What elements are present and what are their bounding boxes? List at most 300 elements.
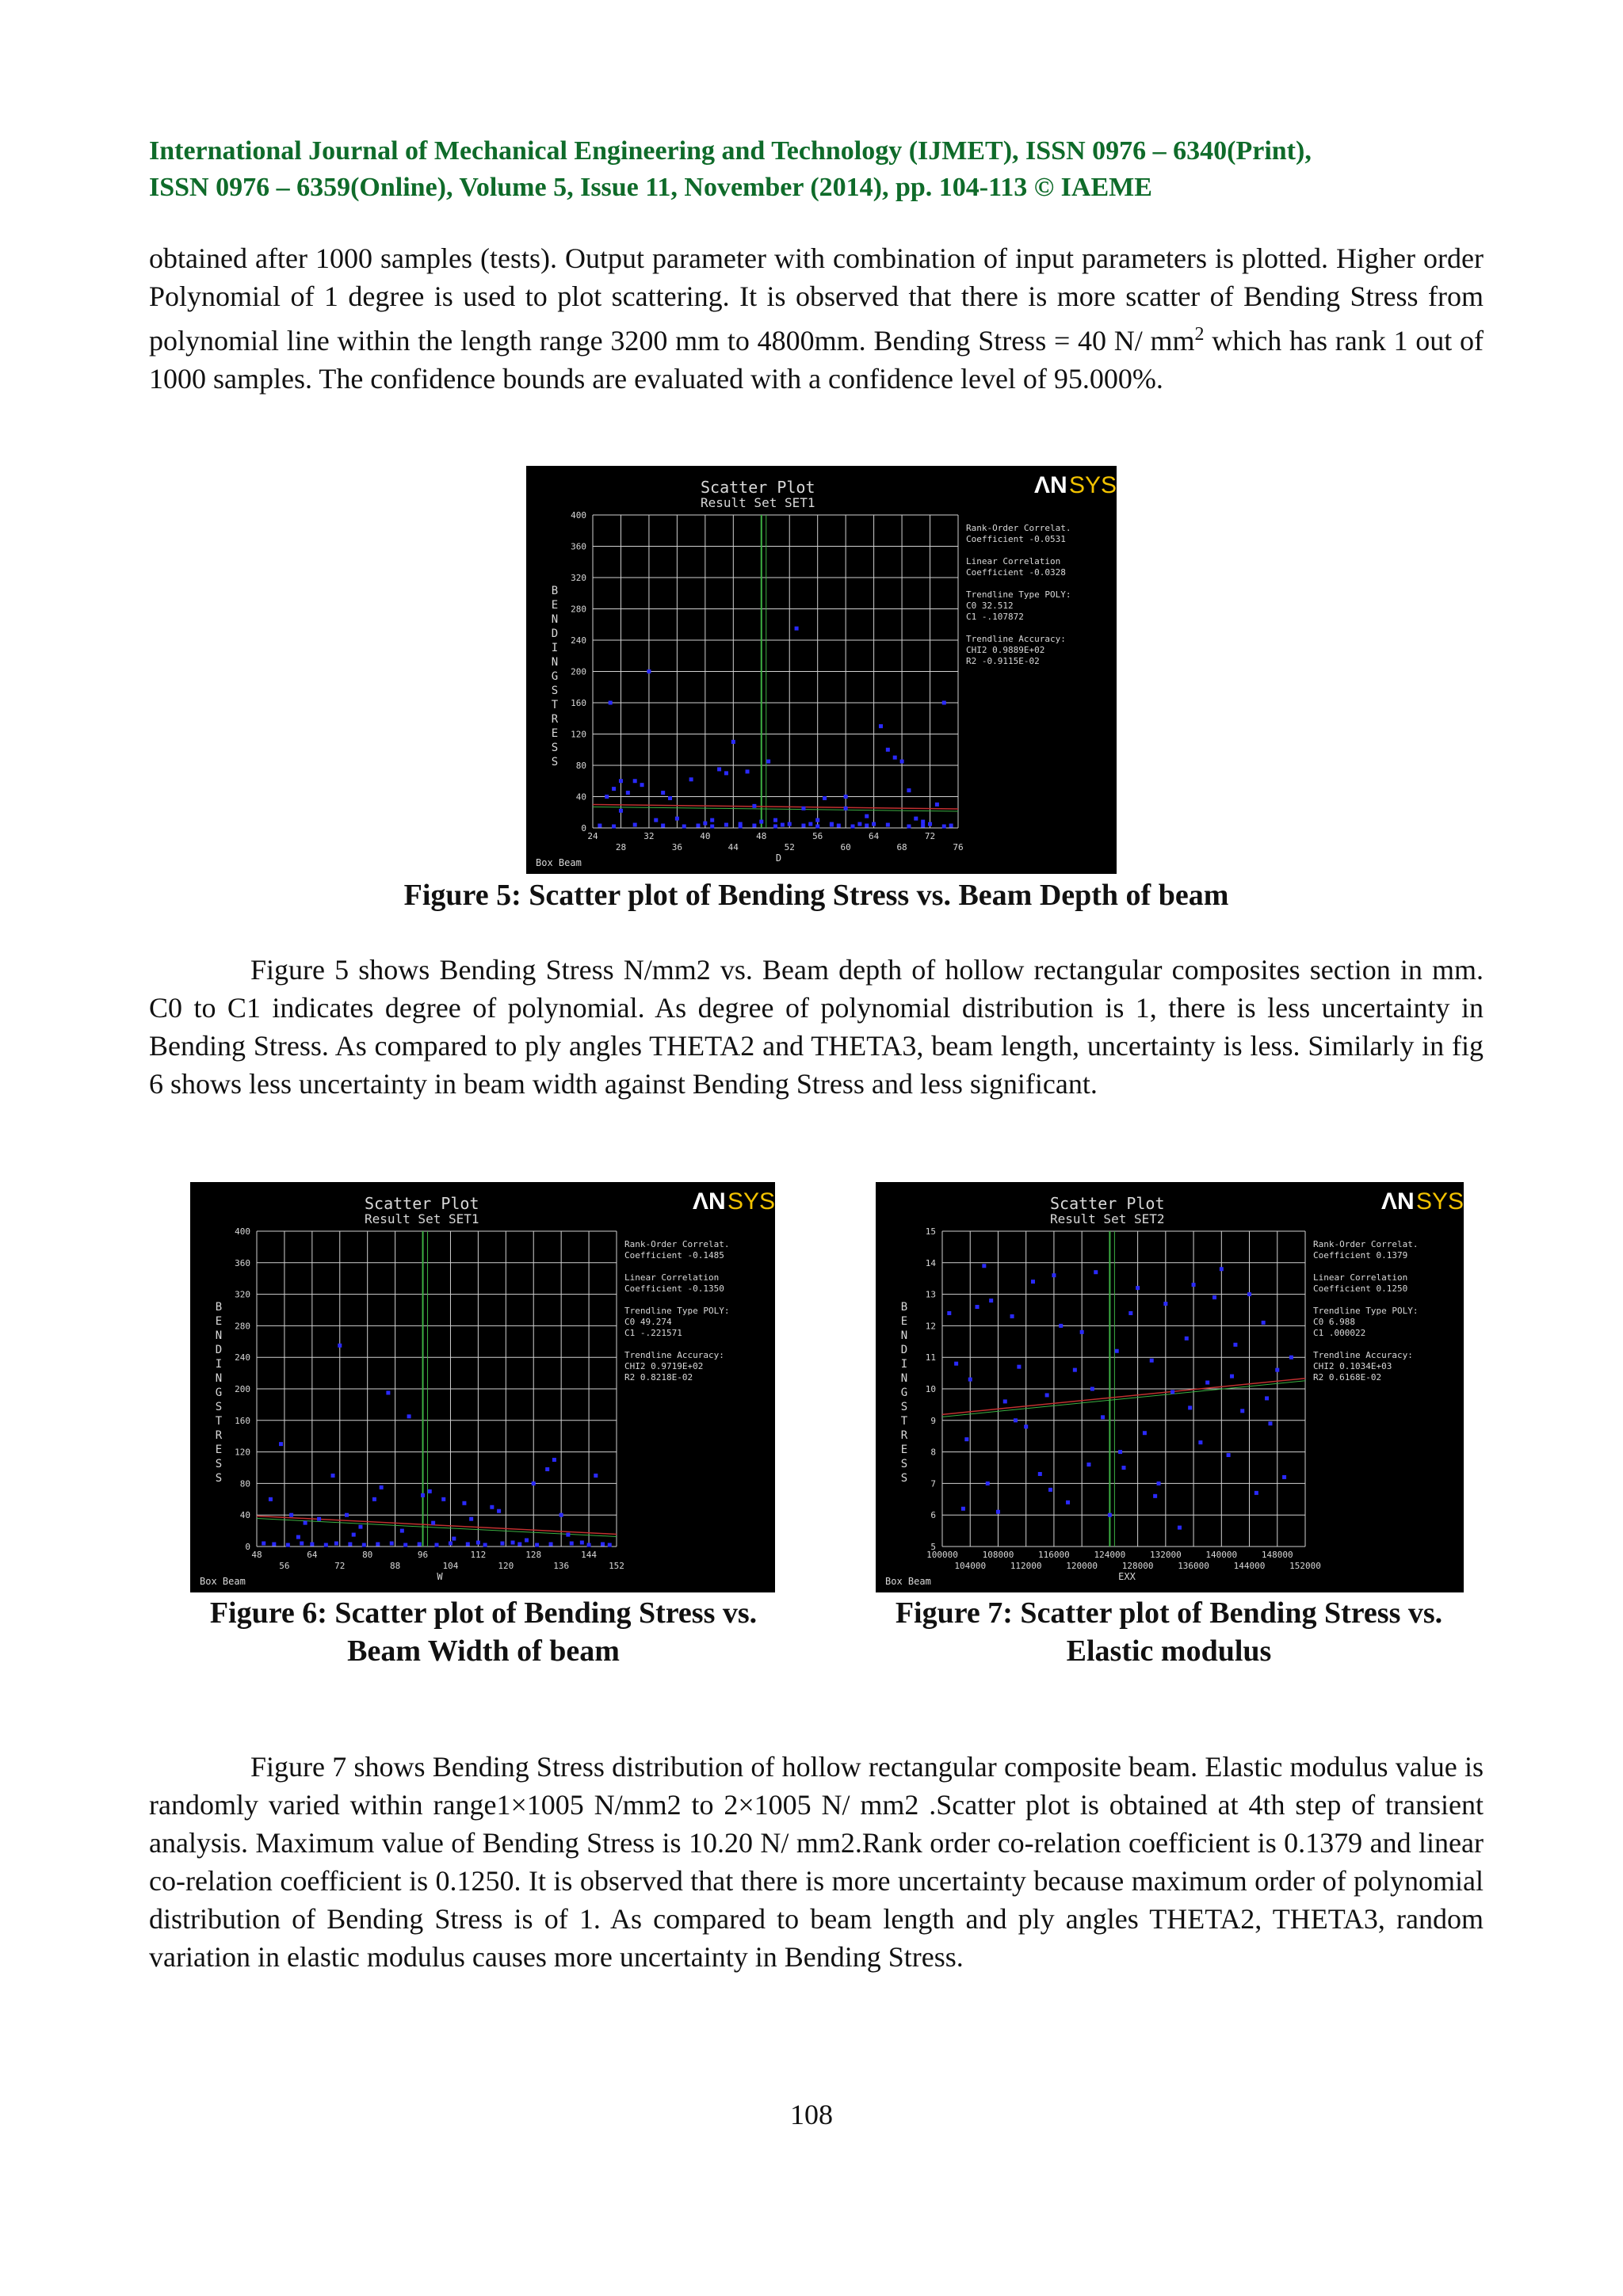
y-axis-label-char: B — [215, 1301, 223, 1314]
data-point — [1010, 1314, 1014, 1318]
data-point — [324, 1543, 328, 1547]
data-point — [549, 1543, 553, 1547]
plot-footer: Box Beam — [536, 857, 582, 868]
data-point — [380, 1486, 384, 1489]
data-point — [525, 1539, 529, 1543]
y-axis-label-char: D — [900, 1344, 908, 1356]
data-point — [1150, 1359, 1154, 1363]
plot-title: Scatter Plot — [1050, 1194, 1165, 1213]
plot-footer: Box Beam — [885, 1576, 931, 1587]
data-point — [773, 818, 777, 822]
y-axis-label-char: E — [551, 727, 559, 740]
y-axis-label-char: D — [215, 1344, 223, 1356]
data-point — [830, 823, 834, 827]
y-axis-label-char: R — [215, 1429, 223, 1442]
info-panel-line: Trendline Type POLY: — [966, 589, 1071, 600]
data-point — [752, 804, 756, 808]
data-point — [1192, 1283, 1196, 1287]
y-axis-label-char: N — [551, 613, 559, 626]
data-point — [1086, 1463, 1090, 1466]
superscript-2: 2 — [1194, 324, 1205, 345]
x-tick-label: 32 — [643, 831, 655, 841]
y-tick-label: 12 — [925, 1321, 936, 1332]
y-axis-label-char: I — [900, 1358, 908, 1371]
data-point — [808, 822, 812, 826]
paragraph-3: Figure 7 shows Bending Stress distribution of hollow rectangular composite beam. Elastic modulus value is randomly varied within range1×1005 N/mm2 to 2×1005 N/ mm2 .Scatter plot is obtained at 4th step of transient analysis. Maximum value of Bending Stress is 10.20 N/ mm2.Rank order co-relation coefficient is 0.1379 and linear co-relation coefficient is 0.1250. It is observed that there is more uncertainty because maximum order of polynomial distribution of Bending Stress is of 1. As compared to beam length and ply angles THETA2, THETA3, random variation in elastic modulus causes more uncertainty in Bending Stress. — [149, 1751, 1484, 1973]
data-point — [837, 824, 841, 828]
data-point — [1066, 1501, 1070, 1505]
data-point — [968, 1378, 972, 1382]
data-point — [559, 1513, 563, 1517]
x-tick-label: 116000 — [1038, 1550, 1070, 1560]
data-point — [428, 1489, 432, 1493]
y-axis-label-char: G — [900, 1386, 908, 1399]
data-point — [1163, 1302, 1167, 1306]
data-point — [893, 756, 897, 760]
data-point — [703, 822, 707, 826]
figure-5-caption: Figure 5: Scatter plot of Bending Stress vs. Beam Depth of beam — [403, 879, 1229, 912]
data-point — [1254, 1491, 1258, 1495]
data-point — [717, 767, 721, 771]
journal-header-line1: International Journal of Mechanical Engineering and Technology (IJMET), ISSN 0976 – 6340(Print), — [149, 136, 1312, 166]
data-point — [1230, 1375, 1234, 1379]
y-tick-label: 14 — [925, 1257, 936, 1268]
ansys-logo-sys: SYS — [1069, 472, 1117, 498]
data-point — [612, 825, 616, 829]
data-point — [1178, 1526, 1182, 1530]
data-point — [272, 1543, 276, 1547]
data-point — [352, 1533, 356, 1537]
data-point — [773, 825, 777, 829]
x-tick-label: 64 — [307, 1550, 318, 1560]
scatter-plot-fig6 — [190, 1182, 775, 1592]
data-point — [490, 1505, 494, 1509]
y-axis-label-char: E — [551, 599, 559, 612]
data-point — [612, 787, 616, 791]
x-tick-label-lower: 136000 — [1178, 1561, 1209, 1571]
data-point — [1282, 1475, 1286, 1479]
data-point — [766, 760, 770, 764]
y-axis-label-char: S — [900, 1458, 908, 1470]
data-point — [1017, 1365, 1021, 1369]
data-point — [844, 807, 848, 810]
data-point — [739, 825, 743, 829]
scatter-plot-fig5 — [526, 466, 1117, 874]
y-axis-label-char: S — [551, 756, 559, 769]
data-point — [710, 825, 714, 829]
data-point — [982, 1264, 986, 1268]
data-point — [304, 1521, 307, 1525]
y-tick-label: 120 — [235, 1447, 250, 1458]
y-tick-label: 320 — [235, 1289, 250, 1300]
data-point — [1031, 1280, 1035, 1283]
data-point — [626, 791, 630, 795]
data-point — [851, 825, 855, 829]
ansys-logo-an: ΛN — [1034, 472, 1067, 498]
data-point — [605, 795, 609, 799]
data-point — [545, 1467, 549, 1471]
data-point — [358, 1525, 362, 1529]
data-point — [532, 1482, 536, 1486]
data-point — [752, 824, 756, 828]
trendline — [257, 1516, 617, 1535]
x-tick-label-lower: 76 — [953, 842, 964, 852]
data-point — [289, 1513, 293, 1517]
data-point — [647, 669, 651, 673]
data-point — [608, 1543, 612, 1547]
data-point — [731, 740, 735, 744]
x-tick-label: 64 — [868, 831, 880, 841]
scatter-plot-fig7 — [876, 1182, 1464, 1592]
data-point — [921, 824, 925, 828]
x-tick-label: 128 — [525, 1550, 542, 1560]
info-panel-line: CHI2 0.1034E+03 — [1313, 1361, 1392, 1371]
x-tick-label-lower: 136 — [553, 1561, 570, 1571]
data-point — [1014, 1418, 1018, 1422]
info-panel-line: C0 49.274 — [624, 1317, 672, 1327]
data-point — [795, 627, 799, 631]
data-point — [362, 1543, 366, 1547]
data-point — [535, 1543, 539, 1547]
info-panel-line: Trendline Accuracy: — [624, 1350, 724, 1360]
info-panel-line: Trendline Type POLY: — [624, 1306, 730, 1316]
data-point — [331, 1474, 335, 1478]
data-point — [996, 1510, 1000, 1514]
y-tick-label: 0 — [245, 1542, 250, 1552]
y-tick-label: 15 — [925, 1226, 936, 1237]
data-point — [682, 825, 686, 829]
x-tick-label-lower: 128000 — [1121, 1561, 1154, 1571]
data-point — [1170, 1390, 1174, 1394]
data-point — [317, 1517, 321, 1521]
data-point — [1153, 1494, 1157, 1498]
data-point — [552, 1458, 556, 1462]
plot-title: Scatter Plot — [365, 1194, 479, 1213]
info-panel-line: Rank-Order Correlat. — [1313, 1239, 1419, 1249]
data-point — [1101, 1415, 1105, 1419]
data-point — [935, 803, 939, 807]
y-tick-label: 360 — [571, 541, 586, 552]
y-axis-label-char: N — [900, 1372, 908, 1385]
y-axis-label-char: T — [551, 699, 559, 711]
info-panel-line: Linear Correlation — [624, 1272, 720, 1283]
data-point — [640, 783, 644, 787]
data-point — [661, 791, 665, 795]
data-point — [449, 1542, 453, 1546]
data-point — [619, 779, 623, 783]
data-point — [724, 771, 728, 775]
info-panel-line: C0 6.988 — [1313, 1317, 1355, 1327]
data-point — [1289, 1356, 1293, 1360]
data-point — [942, 825, 946, 829]
data-point — [1003, 1399, 1007, 1403]
data-point — [1122, 1466, 1126, 1470]
y-tick-label: 80 — [575, 761, 586, 771]
data-point — [801, 807, 805, 810]
data-point — [724, 823, 728, 827]
data-point — [857, 822, 861, 826]
data-point — [1052, 1273, 1056, 1277]
data-point — [348, 1543, 352, 1547]
data-point — [823, 796, 827, 800]
data-point — [497, 1509, 501, 1513]
x-tick-label-lower: 152000 — [1289, 1561, 1321, 1571]
data-point — [1080, 1330, 1084, 1334]
y-tick-label: 0 — [581, 823, 586, 833]
y-axis-label-char: B — [900, 1301, 908, 1314]
x-tick-label-lower: 28 — [615, 842, 627, 852]
x-tick-label: 112 — [470, 1550, 487, 1560]
y-axis-label-char: N — [215, 1329, 223, 1342]
y-axis-label-char: E — [900, 1444, 908, 1456]
info-panel-line: Linear Correlation — [966, 556, 1061, 566]
x-axis-label: W — [437, 1571, 443, 1582]
data-point — [441, 1497, 445, 1501]
data-point — [633, 823, 637, 827]
plot-footer: Box Beam — [200, 1576, 246, 1587]
x-tick-label-lower: 104000 — [954, 1561, 987, 1571]
info-panel-line: C1 .000022 — [1313, 1328, 1366, 1338]
y-axis-label-char: N — [551, 656, 559, 669]
data-point — [921, 820, 925, 824]
y-tick-label: 240 — [571, 635, 586, 646]
y-axis-label-char: S — [215, 1472, 223, 1485]
y-tick-label: 10 — [925, 1384, 936, 1394]
data-point — [964, 1437, 968, 1441]
info-panel-line: CHI2 0.9889E+02 — [966, 645, 1045, 655]
info-panel-line: CHI2 0.9719E+02 — [624, 1361, 704, 1371]
data-point — [1240, 1409, 1244, 1413]
info-panel-line: Trendline Accuracy: — [1313, 1350, 1413, 1360]
x-tick-label: 124000 — [1094, 1550, 1126, 1560]
data-point — [900, 760, 904, 764]
data-point — [262, 1542, 265, 1546]
y-tick-label: 120 — [571, 729, 586, 740]
page-number: 108 — [790, 2099, 833, 2130]
data-point — [431, 1521, 435, 1525]
y-axis-label-char: D — [551, 627, 559, 640]
y-axis-label-char: I — [215, 1358, 223, 1371]
y-tick-label: 160 — [235, 1415, 250, 1426]
x-tick-label-lower: 88 — [389, 1561, 401, 1571]
x-tick-label: 24 — [587, 831, 598, 841]
data-point — [594, 1474, 598, 1478]
paragraph-1-text-end: which has rank 1 out of 1000 samples. The confidence bounds are evaluated with a confidence level of 95.000%. — [149, 325, 1484, 395]
figure-6-caption-line1: Figure 6: Scatter plot of Bending Stress vs. — [209, 1596, 758, 1630]
x-tick-label-lower: 68 — [896, 842, 907, 852]
plot-subtitle: Result Set SET2 — [1050, 1211, 1165, 1226]
y-tick-label: 13 — [925, 1289, 936, 1300]
x-tick-label: 40 — [700, 831, 711, 841]
data-point — [942, 701, 946, 705]
x-tick-label-lower: 120 — [498, 1561, 514, 1571]
x-axis-label: EXX — [1118, 1571, 1136, 1582]
ansys-logo-an: ΛN — [1381, 1188, 1415, 1215]
data-point — [1118, 1450, 1122, 1454]
x-tick-label-lower: 144000 — [1233, 1561, 1266, 1571]
data-point — [1128, 1311, 1132, 1315]
x-tick-label-lower: 152 — [609, 1561, 624, 1571]
paragraph-1 — [149, 239, 1484, 398]
info-panel-line: Coefficient 0.1379 — [1313, 1250, 1408, 1261]
data-point — [689, 777, 693, 781]
x-tick-label: 72 — [924, 831, 936, 841]
info-panel-line: C1 -.221571 — [624, 1328, 682, 1338]
x-tick-label: 148000 — [1261, 1550, 1293, 1560]
data-point — [696, 824, 700, 828]
info-panel-line: Rank-Order Correlat. — [966, 523, 1071, 533]
data-point — [1090, 1387, 1094, 1391]
info-panel-line: Coefficient -0.0328 — [966, 567, 1066, 578]
data-point — [1268, 1421, 1272, 1425]
data-point — [376, 1543, 380, 1547]
data-point — [759, 820, 763, 824]
data-point — [1227, 1453, 1231, 1457]
plot-subtitle: Result Set SET1 — [365, 1211, 479, 1226]
data-point — [1220, 1267, 1224, 1271]
data-point — [949, 824, 953, 828]
x-tick-label: 140000 — [1205, 1550, 1238, 1560]
y-tick-label: 5 — [930, 1542, 936, 1552]
y-axis-label-char: R — [900, 1429, 908, 1442]
info-panel-line: Rank-Order Correlat. — [624, 1239, 730, 1249]
y-tick-label: 40 — [575, 791, 586, 803]
data-point — [1094, 1270, 1098, 1274]
data-point — [400, 1529, 404, 1533]
data-point — [844, 795, 848, 799]
data-point — [1024, 1425, 1028, 1428]
data-point — [1198, 1440, 1202, 1444]
x-tick-label: 56 — [812, 831, 823, 841]
data-point — [452, 1537, 456, 1541]
data-point — [269, 1497, 273, 1501]
info-panel-line: Linear Correlation — [1313, 1272, 1408, 1283]
x-axis-label: D — [775, 852, 782, 864]
data-point — [580, 1541, 584, 1545]
y-tick-label: 8 — [930, 1447, 936, 1458]
data-point — [986, 1482, 990, 1486]
y-axis-label-char: S — [551, 742, 559, 754]
data-point — [587, 1543, 591, 1547]
info-panel-line: Trendline Accuracy: — [966, 634, 1066, 644]
data-point — [511, 1541, 515, 1545]
info-panel-line: C1 -.107872 — [966, 612, 1024, 622]
info-panel-line: R2 -0.9115E-02 — [966, 656, 1040, 666]
data-point — [989, 1299, 993, 1302]
data-point — [1188, 1405, 1192, 1409]
data-point — [928, 822, 932, 826]
data-point — [386, 1390, 390, 1394]
data-point — [815, 825, 819, 829]
y-tick-label: 400 — [571, 510, 586, 521]
y-axis-label-char: S — [215, 1458, 223, 1470]
data-point — [598, 824, 601, 828]
info-panel-line: R2 0.6168E-02 — [1313, 1372, 1382, 1383]
info-panel-line: C0 32.512 — [966, 601, 1014, 611]
ansys-logo-an: ΛN — [693, 1188, 726, 1215]
data-point — [345, 1513, 349, 1517]
paragraph-2: Figure 5 shows Bending Stress N/mm2 vs. Beam depth of hollow rectangular composites section in mm. C0 to C1 indicates degree of polynomial. As degree of polynomial distribution is 1, there is less uncertainty in Bending Stress. As compared to ply angles THETA2 and THETA3, beam length, uncertainty is less. Similarly in fig 6 shows less uncertainty in beam width against Bending Stress and less significant. — [149, 954, 1484, 1100]
y-axis-label-char: N — [900, 1329, 908, 1342]
data-point — [483, 1543, 487, 1547]
data-point — [746, 769, 750, 773]
x-tick-label-lower: 52 — [784, 842, 795, 852]
data-point — [279, 1442, 283, 1446]
data-point — [976, 1305, 980, 1309]
figure-7-caption — [852, 1594, 1486, 1670]
y-tick-label: 9 — [930, 1415, 936, 1426]
x-tick-label-lower: 72 — [334, 1561, 346, 1571]
paragraph-1-text: obtained after 1000 samples (tests). Output parameter with combination of input parameters is plotted. Higher order Polynomial of 1 degree is used to plot scattering. It is observed that there is more scatter of Bending Stress from polynomial line within the length range 3200 mm to 4800mm. Bending Stress = 40 N/ mm — [149, 242, 1484, 357]
confidence-bound — [942, 1381, 1305, 1417]
data-point — [466, 1543, 470, 1547]
data-point — [566, 1533, 570, 1537]
data-point — [609, 701, 613, 705]
data-point — [500, 1542, 504, 1546]
confidence-bound — [593, 807, 958, 811]
data-point — [865, 814, 869, 818]
data-point — [947, 1311, 951, 1315]
x-tick-label-lower: 56 — [279, 1561, 290, 1571]
info-panel-line: Trendline Type POLY: — [1313, 1306, 1419, 1316]
data-point — [403, 1543, 407, 1547]
y-tick-label: 6 — [930, 1510, 936, 1521]
data-point — [879, 724, 883, 728]
x-tick-label-lower: 44 — [727, 842, 739, 852]
data-point — [1048, 1488, 1052, 1492]
trendline — [593, 804, 958, 809]
data-point — [435, 1543, 439, 1547]
y-tick-label: 200 — [235, 1384, 250, 1394]
figure-6-plot — [190, 1182, 775, 1592]
y-axis-label-char: G — [551, 670, 559, 683]
data-point — [421, 1493, 425, 1497]
x-tick-label: 96 — [417, 1550, 429, 1560]
plot-title: Scatter Plot — [701, 478, 815, 497]
data-point — [1247, 1292, 1251, 1296]
data-point — [661, 824, 665, 828]
data-point — [781, 823, 785, 827]
trendline — [942, 1379, 1305, 1415]
journal-header — [149, 133, 1488, 206]
data-point — [300, 1542, 304, 1546]
data-point — [372, 1497, 376, 1501]
ansys-logo-sys: SYS — [1416, 1188, 1464, 1215]
x-tick-label: 144 — [581, 1550, 598, 1560]
data-point — [907, 825, 911, 829]
data-point — [801, 824, 805, 828]
x-tick-label: 80 — [362, 1550, 373, 1560]
data-point — [954, 1362, 958, 1366]
data-point — [296, 1535, 300, 1539]
data-point — [476, 1541, 480, 1545]
x-tick-label-lower: 104 — [442, 1561, 459, 1571]
y-tick-label: 280 — [571, 604, 586, 615]
y-tick-label: 400 — [235, 1226, 250, 1237]
data-point — [1045, 1393, 1049, 1397]
data-point — [390, 1542, 394, 1546]
figure-7-caption-line1: Figure 7: Scatter plot of Bending Stress vs. — [895, 1596, 1443, 1630]
figure-7-plot — [876, 1182, 1464, 1592]
data-point — [815, 818, 819, 822]
data-point — [788, 822, 792, 826]
data-point — [907, 788, 911, 792]
data-point — [1073, 1368, 1077, 1372]
data-point — [418, 1543, 422, 1547]
data-point — [668, 796, 672, 800]
data-point — [407, 1414, 411, 1418]
data-point — [675, 817, 679, 821]
